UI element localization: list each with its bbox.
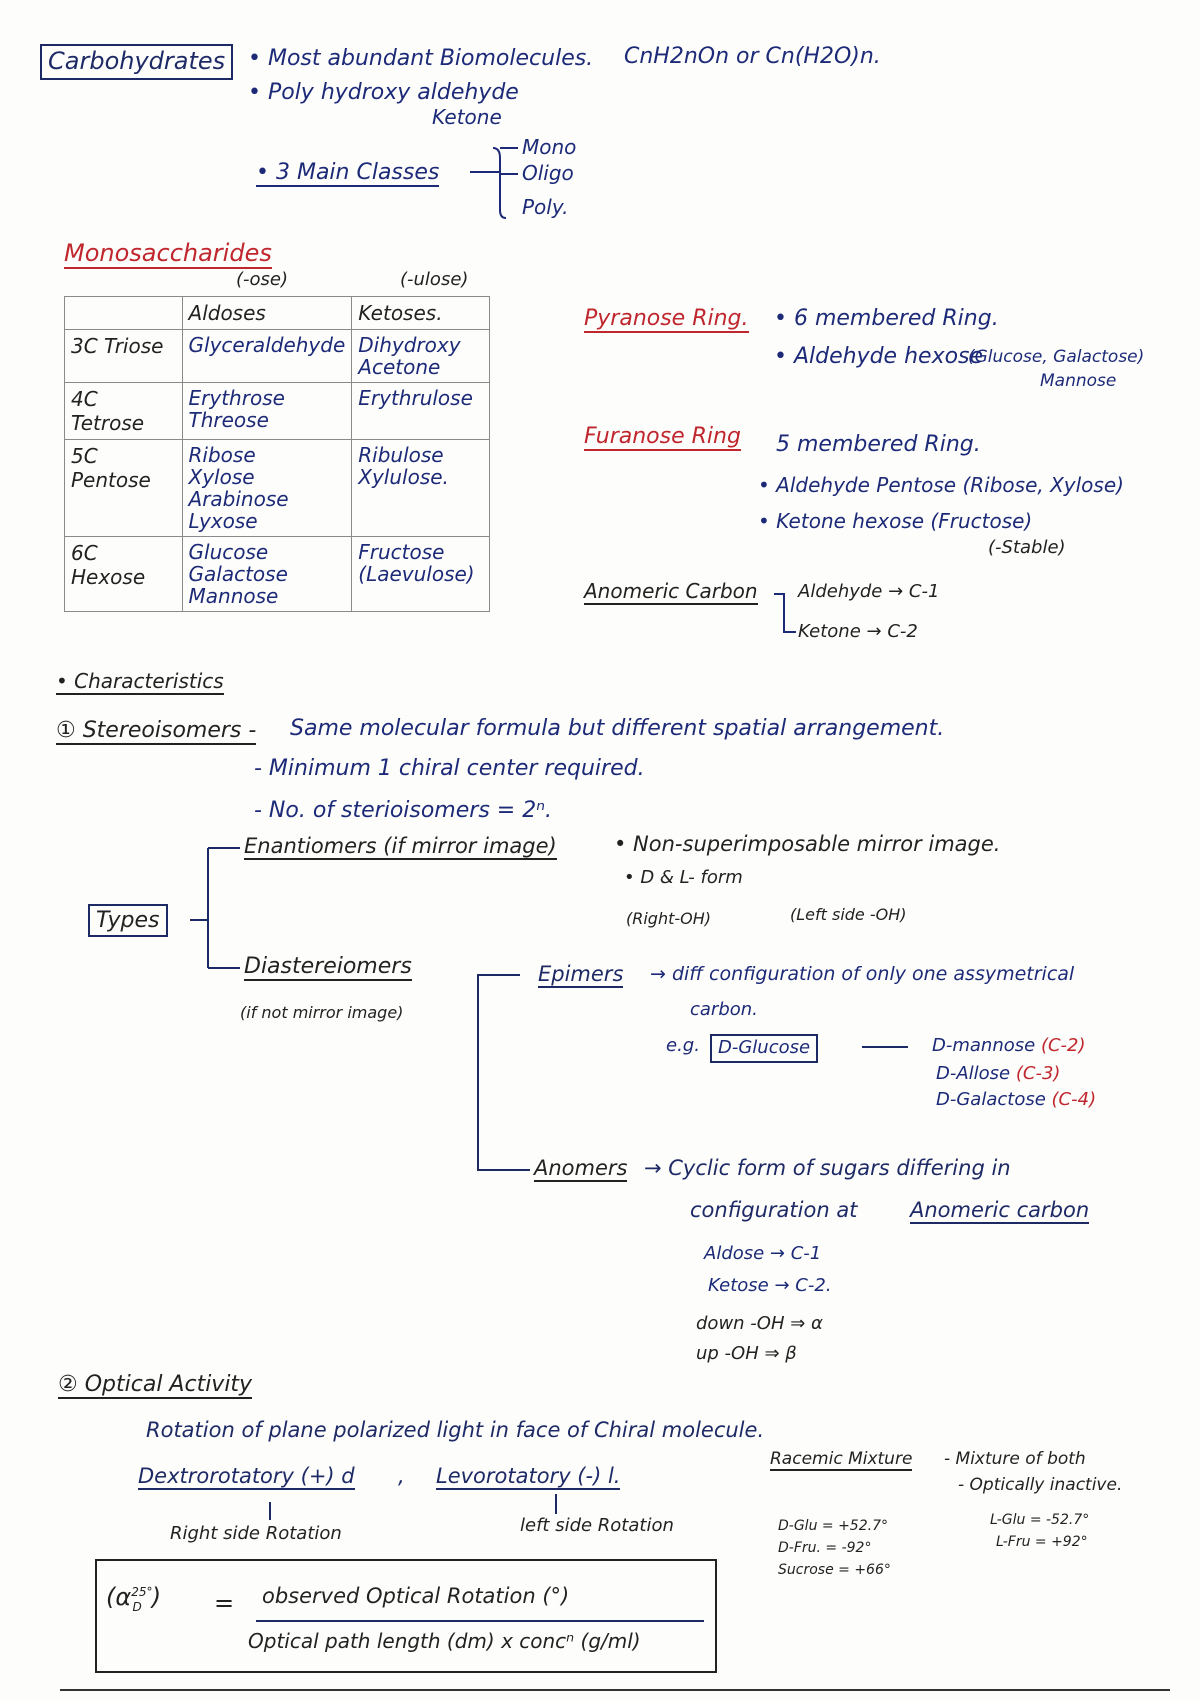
anomers-definition-2: configuration at: [690, 1198, 858, 1222]
diastereomers-sub: (if not mirror image): [240, 1003, 404, 1022]
epimers-definition: → diff configuration of only one assymetrical: [650, 963, 1075, 985]
dextrorotatory: Dextrorotatory (+) d: [138, 1464, 355, 1488]
pyranose-examples: (Glucose, Galactose): [968, 347, 1145, 367]
pyranose-point-1: • 6 membered Ring.: [774, 306, 999, 331]
ketose-name: Acetone: [358, 355, 441, 379]
table-header-ketoses: Ketoses.: [352, 297, 490, 330]
anomer-ketose: Ketose → C-2.: [708, 1275, 832, 1296]
epimer-item: D-mannose (C-2): [932, 1035, 1086, 1056]
levorotatory: Levorotatory (-) l.: [436, 1464, 621, 1488]
ketose-name: Ribulose: [358, 443, 444, 467]
bullet-ketone: Ketone: [432, 105, 502, 129]
anomeric-title: Anomeric Carbon: [584, 579, 758, 603]
table-row: [65, 537, 490, 612]
ketose-name: Xylulose.: [358, 465, 449, 489]
furanose-point-3: • Ketone hexose (Fructose): [758, 509, 1033, 533]
stereoisomers-title: ① Stereoisomers -: [56, 718, 257, 743]
aldose-name: Glyceraldehyde: [188, 333, 346, 357]
racemic-mixture: Racemic Mixture: [770, 1449, 913, 1469]
diastereomers-label: Diastereiomers: [244, 954, 412, 979]
general-formula: CnH2nOn or Cn(H2O)n.: [624, 44, 881, 69]
rotation-value: D-Fru. = -92°: [778, 1540, 872, 1556]
page-title: Carbohydrates: [40, 44, 233, 80]
aldose-name: Galactose: [188, 562, 288, 586]
aldose-name: Mannose: [188, 584, 279, 608]
furanose-point-1: 5 membered Ring.: [776, 432, 981, 457]
table-row: [65, 440, 490, 537]
aldose-name: Ribose: [188, 443, 256, 467]
left-oh: (Left side -OH): [790, 905, 907, 924]
anomer-down-oh: down -OH ⇒ α: [696, 1313, 823, 1334]
d-glucose-box: D-Glucose: [710, 1034, 818, 1063]
epimers-eg: e.g.: [666, 1035, 700, 1056]
table-row: [65, 383, 490, 440]
formula-lhs: ($\alpha^{25^\circ}_D$ ): [106, 1583, 162, 1614]
epimers-label: Epimers: [538, 962, 624, 986]
types-label: Types: [88, 904, 168, 937]
table-header-row: [65, 297, 490, 330]
classes-label: • 3 Main Classes: [256, 160, 440, 185]
suffix-ulose: (-ulose): [400, 269, 469, 290]
furanose-stable: (-Stable): [988, 537, 1066, 558]
ketose-name: Erythrulose: [358, 386, 473, 410]
class-mono: Mono: [522, 135, 577, 159]
aldose-name: Xylose: [188, 465, 255, 489]
ketose-name: Dihydroxy: [358, 333, 461, 357]
anomer-aldose: Aldose → C-1: [704, 1243, 822, 1264]
epimer-item: D-Allose (C-3): [936, 1063, 1061, 1084]
pyranose-title: Pyranose Ring.: [584, 306, 749, 331]
table-header-blank: [65, 297, 183, 330]
stereoisomers-minimum: - Minimum 1 chiral center required.: [254, 756, 645, 781]
class-oligo: Oligo: [522, 161, 574, 185]
right-side-rotation: Right side Rotation: [170, 1523, 342, 1544]
row-type: 3C Triose: [65, 330, 183, 383]
suffix-ose: (-ose): [236, 269, 289, 290]
anomers-definition: → Cyclic form of sugars differing in: [644, 1156, 1011, 1180]
table-header-aldoses: Aldoses: [182, 297, 352, 330]
anomer-up-oh: up -OH ⇒ β: [696, 1343, 797, 1364]
stereoisomers-number: - No. of sterioisomers = 2ⁿ.: [254, 798, 552, 823]
furanose-point-2: • Aldehyde Pentose (Ribose, Xylose): [758, 473, 1124, 497]
enantiomers-definition: • Non-superimposable mirror image.: [614, 832, 1001, 856]
rotation-value: D-Glu = +52.7°: [778, 1518, 888, 1534]
bullet-polyhydroxy: • Poly hydroxy aldehyde: [248, 80, 519, 105]
left-side-rotation: left side Rotation: [520, 1515, 674, 1536]
aldose-name: Threose: [188, 408, 269, 432]
optical-definition: Rotation of plane polarized light in face of Chiral molecule.: [146, 1418, 765, 1442]
characteristics-heading: • Characteristics: [56, 669, 224, 693]
pyranose-point-2: • Aldehyde hexose: [774, 344, 984, 369]
epimers-definition-2: carbon.: [690, 999, 758, 1020]
ketose-name: Fructose: [358, 540, 445, 564]
dl-form: • D & L- form: [624, 867, 743, 888]
class-poly: Poly.: [522, 195, 569, 219]
bullet-abundant: • Most abundant Biomolecules.: [248, 46, 594, 71]
racemic-def-1: - Mixture of both: [944, 1449, 1086, 1469]
formula-equals: =: [214, 1589, 235, 1617]
furanose-title: Furanose Ring: [584, 424, 741, 449]
racemic-def-2: - Optically inactive.: [958, 1475, 1123, 1495]
mono-heading: Monosaccharides: [64, 239, 272, 267]
row-type: 5C Pentose: [65, 440, 183, 537]
epimer-item: D-Galactose (C-4): [936, 1089, 1097, 1110]
anomeric-aldehyde: Aldehyde → C-1: [798, 581, 940, 602]
anomers-label: Anomers: [534, 1156, 628, 1180]
aldose-name: Glucose: [188, 540, 269, 564]
table-row: [65, 330, 490, 383]
anomeric-ketone: Ketone → C-2: [798, 621, 918, 642]
ketose-name: (Laevulose): [358, 562, 475, 586]
stereoisomers-definition: Same molecular formula but different spatial arrangement.: [290, 716, 945, 741]
row-type: 4C Tetrose: [65, 383, 183, 440]
pyranose-mannose: Mannose: [1040, 371, 1117, 391]
enantiomers-label: Enantiomers (if mirror image): [244, 834, 557, 858]
formula-denominator: Optical path length (dm) x concⁿ (g/ml): [248, 1629, 641, 1653]
right-oh: (Right-OH): [626, 909, 712, 928]
formula-numerator: observed Optical Rotation (°): [262, 1584, 570, 1608]
aldose-name: Erythrose: [188, 386, 285, 410]
row-type: 6C Hexose: [65, 537, 183, 612]
monosaccharide-table: [64, 296, 490, 612]
rotation-value: L-Fru = +92°: [996, 1534, 1088, 1550]
rotation-value: L-Glu = -52.7°: [990, 1512, 1090, 1528]
anomers-definition-3: Anomeric carbon: [910, 1198, 1090, 1222]
aldose-name: Lyxose: [188, 509, 258, 533]
optical-title: ② Optical Activity: [58, 1372, 253, 1397]
rotation-value: Sucrose = +66°: [778, 1562, 891, 1578]
aldose-name: Arabinose: [188, 487, 289, 511]
optical-comma: ,: [398, 1464, 405, 1488]
